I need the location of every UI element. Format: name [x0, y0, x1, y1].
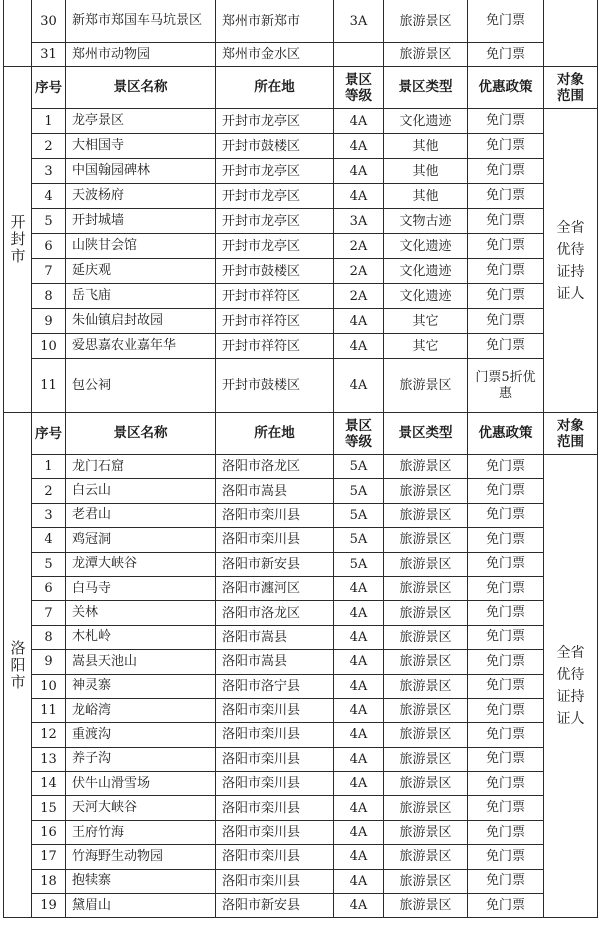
- spot-type: 旅游景区: [384, 772, 468, 796]
- spot-type: 文化遗迹: [384, 284, 468, 309]
- spot-name: 郑州市动物园: [66, 43, 216, 67]
- table-row: [4, 109, 598, 134]
- spot-type: 旅游景区: [384, 674, 468, 698]
- spot-name: 白马寺: [66, 576, 216, 600]
- spot-level: 5A: [334, 503, 384, 527]
- row-number: 6: [32, 234, 66, 259]
- spot-location: 洛阳市栾川县: [216, 820, 334, 844]
- header-label: 景区等级: [345, 417, 372, 450]
- spot-level: 5A: [334, 479, 384, 503]
- spot-level: 4A: [334, 159, 384, 184]
- spot-name: 关林: [66, 601, 216, 625]
- spot-level: 4A: [334, 820, 384, 844]
- spot-policy: 免门票: [468, 334, 544, 359]
- spot-type: 旅游景区: [384, 0, 468, 43]
- spot-type: 旅游景区: [384, 625, 468, 649]
- table-row: [4, 309, 598, 334]
- spot-name: 养子沟: [66, 747, 216, 771]
- spot-type: 旅游景区: [384, 796, 468, 820]
- spot-policy: 免门票: [468, 674, 544, 698]
- spot-type: 旅游景区: [384, 479, 468, 503]
- header-scope: [544, 413, 598, 455]
- spot-level: 4A: [334, 134, 384, 159]
- spot-name: 嵩县天池山: [66, 650, 216, 674]
- row-number: 31: [32, 43, 66, 67]
- header-type: [384, 67, 468, 109]
- table-row: [4, 334, 598, 359]
- table-row: [4, 455, 598, 479]
- header-row: [4, 67, 598, 109]
- spot-location: 开封市祥符区: [216, 334, 334, 359]
- spot-name: 抱犊寨: [66, 869, 216, 893]
- spot-name: 龙峪湾: [66, 698, 216, 722]
- spot-type: 旅游景区: [384, 43, 468, 67]
- spot-name: 天波杨府: [66, 184, 216, 209]
- row-number: 1: [32, 109, 66, 134]
- spot-location: 洛阳市栾川县: [216, 747, 334, 771]
- table-row: [4, 698, 598, 722]
- spot-type: 旅游景区: [384, 359, 468, 413]
- header-row: [4, 413, 598, 455]
- header-label: 对象范围: [557, 417, 584, 450]
- spot-name: 开封城墙: [66, 209, 216, 234]
- spot-name: 新郑市郑国车马坑景区: [66, 0, 216, 43]
- header-policy: [468, 67, 544, 109]
- header-label: 对象范围: [557, 71, 584, 104]
- header-level: [334, 67, 384, 109]
- table-row: [4, 209, 598, 234]
- spot-level: 4A: [334, 576, 384, 600]
- spot-level: 4A: [334, 625, 384, 649]
- row-number: 14: [32, 772, 66, 796]
- spot-policy: 免门票: [468, 479, 544, 503]
- spot-level: 5A: [334, 455, 384, 479]
- spot-policy: 免门票: [468, 209, 544, 234]
- spot-policy: 免门票: [468, 309, 544, 334]
- spot-location: 洛阳市洛龙区: [216, 601, 334, 625]
- spot-type: 旅游景区: [384, 552, 468, 576]
- spot-level: 4A: [334, 723, 384, 747]
- row-number: 15: [32, 796, 66, 820]
- table-row: [4, 0, 598, 43]
- spot-policy: 免门票: [468, 503, 544, 527]
- row-number: 3: [32, 503, 66, 527]
- table-row: [4, 359, 598, 413]
- spot-level: 4A: [334, 772, 384, 796]
- table-row: [4, 723, 598, 747]
- spot-location: 洛阳市新安县: [216, 894, 334, 918]
- spot-location: 开封市龙亭区: [216, 234, 334, 259]
- table-body: [4, 0, 598, 918]
- spot-policy: 免门票: [468, 723, 544, 747]
- spot-location: 郑州市金水区: [216, 43, 334, 67]
- spot-policy: 免门票: [468, 576, 544, 600]
- spot-name: 中国翰园碑林: [66, 159, 216, 184]
- spot-location: 洛阳市栾川县: [216, 723, 334, 747]
- spot-type: 旅游景区: [384, 894, 468, 918]
- header-name: [66, 67, 216, 109]
- row-number: 4: [32, 528, 66, 552]
- spot-level: 5A: [334, 528, 384, 552]
- header-scope: [544, 67, 598, 109]
- spot-name: 龙亭景区: [66, 109, 216, 134]
- header-label: 景区类型: [398, 79, 453, 95]
- row-number: 18: [32, 869, 66, 893]
- spot-level: 2A: [334, 284, 384, 309]
- spot-type: 其它: [384, 334, 468, 359]
- spot-level: 2A: [334, 259, 384, 284]
- spot-policy: 免门票: [468, 134, 544, 159]
- row-number: 9: [32, 650, 66, 674]
- city-cell-zhengzhou: [4, 0, 32, 67]
- scenic-spots-table: [3, 0, 598, 918]
- spot-location: 开封市祥符区: [216, 284, 334, 309]
- spot-policy: 免门票: [468, 625, 544, 649]
- spot-location: 洛阳市栾川县: [216, 845, 334, 869]
- header-seq: [32, 67, 66, 109]
- city-cell-luoyang: [4, 413, 32, 918]
- header-label: 景区类型: [398, 425, 453, 441]
- spot-level: 4A: [334, 674, 384, 698]
- spot-location: 洛阳市洛龙区: [216, 455, 334, 479]
- table-row: [4, 796, 598, 820]
- spot-level: 4A: [334, 698, 384, 722]
- header-label: 优惠政策: [478, 79, 533, 95]
- spot-level: 3A: [334, 209, 384, 234]
- table-row: [4, 845, 598, 869]
- spot-policy: 免门票: [468, 601, 544, 625]
- spot-location: 开封市龙亭区: [216, 159, 334, 184]
- header-name: [66, 413, 216, 455]
- spot-type: 文物古迹: [384, 209, 468, 234]
- table-row: [4, 134, 598, 159]
- spot-name: 延庆观: [66, 259, 216, 284]
- spot-location: 洛阳市栾川县: [216, 528, 334, 552]
- row-number: 13: [32, 747, 66, 771]
- spot-level: [334, 43, 384, 67]
- spot-policy: 门票5折优惠: [468, 359, 544, 413]
- row-number: 11: [32, 698, 66, 722]
- table-row: [4, 772, 598, 796]
- vertical-text: 洛阳市: [8, 639, 27, 691]
- spot-name: 木札岭: [66, 625, 216, 649]
- vertical-text: 开封市: [8, 214, 27, 265]
- row-number: 5: [32, 552, 66, 576]
- header-label: 序号: [35, 79, 62, 96]
- spot-policy: 免门票: [468, 455, 544, 479]
- table-row: [4, 284, 598, 309]
- row-number: 17: [32, 845, 66, 869]
- spot-location: 郑州市新郑市: [216, 0, 334, 43]
- header-label: 景区等级: [345, 71, 372, 104]
- table-row: [4, 552, 598, 576]
- spot-type: 旅游景区: [384, 723, 468, 747]
- header-label: 优惠政策: [478, 425, 533, 441]
- header-seq: [32, 413, 66, 455]
- spot-location: 洛阳市栾川县: [216, 772, 334, 796]
- table-row: [4, 674, 598, 698]
- header-location: [216, 413, 334, 455]
- spot-type: 旅游景区: [384, 650, 468, 674]
- spot-name: 天河大峡谷: [66, 796, 216, 820]
- spot-policy: 免门票: [468, 894, 544, 918]
- table-row: [4, 576, 598, 600]
- header-label: 所在地: [254, 425, 295, 441]
- header-label: 景区名称: [113, 425, 168, 441]
- row-number: 5: [32, 209, 66, 234]
- spot-location: 开封市鼓楼区: [216, 259, 334, 284]
- spot-name: 白云山: [66, 479, 216, 503]
- row-number: 3: [32, 159, 66, 184]
- spot-level: 4A: [334, 650, 384, 674]
- spot-level: 4A: [334, 334, 384, 359]
- spot-level: 4A: [334, 894, 384, 918]
- spot-location: 洛阳市栾川县: [216, 796, 334, 820]
- spot-type: 其他: [384, 184, 468, 209]
- spot-location: 洛阳市栾川县: [216, 503, 334, 527]
- spot-location: 开封市龙亭区: [216, 184, 334, 209]
- spot-level: 4A: [334, 109, 384, 134]
- spot-policy: 免门票: [468, 552, 544, 576]
- spot-location: 开封市龙亭区: [216, 209, 334, 234]
- spot-location: 开封市龙亭区: [216, 109, 334, 134]
- spot-policy: 免门票: [468, 109, 544, 134]
- spot-level: 4A: [334, 869, 384, 893]
- row-number: 30: [32, 0, 66, 43]
- spot-name: 神灵寨: [66, 674, 216, 698]
- scope-cell-luoyang: [544, 455, 598, 918]
- header-level: [334, 413, 384, 455]
- spot-location: 洛阳市瀍河区: [216, 576, 334, 600]
- spot-location: 洛阳市新安县: [216, 552, 334, 576]
- spot-location: 洛阳市嵩县: [216, 625, 334, 649]
- spot-policy: 免门票: [468, 796, 544, 820]
- scope-cell-zhengzhou: [544, 0, 598, 67]
- table-row: [4, 234, 598, 259]
- row-number: 6: [32, 576, 66, 600]
- spot-type: 其它: [384, 309, 468, 334]
- header-label: 景区名称: [113, 79, 168, 95]
- spot-type: 旅游景区: [384, 455, 468, 479]
- spot-level: 5A: [334, 552, 384, 576]
- row-number: 7: [32, 259, 66, 284]
- table-row: [4, 869, 598, 893]
- table-row: [4, 259, 598, 284]
- spot-location: 洛阳市洛宁县: [216, 674, 334, 698]
- spot-type: 文化遗迹: [384, 109, 468, 134]
- scope-cell-kaifeng: [544, 109, 598, 413]
- header-label: 序号: [35, 425, 62, 442]
- spot-type: 文化遗迹: [384, 234, 468, 259]
- spot-location: 开封市祥符区: [216, 309, 334, 334]
- spot-policy: 免门票: [468, 159, 544, 184]
- spot-level: 4A: [334, 309, 384, 334]
- table-row: [4, 503, 598, 527]
- spot-type: 旅游景区: [384, 576, 468, 600]
- spot-name: 鸡冠洞: [66, 528, 216, 552]
- spot-name: 爱思嘉农业嘉年华: [66, 334, 216, 359]
- header-type: [384, 413, 468, 455]
- spot-policy: 免门票: [468, 259, 544, 284]
- spot-level: 3A: [334, 0, 384, 43]
- spot-name: 重渡沟: [66, 723, 216, 747]
- spot-level: 4A: [334, 747, 384, 771]
- spot-level: 4A: [334, 184, 384, 209]
- row-number: 9: [32, 309, 66, 334]
- spot-level: 2A: [334, 234, 384, 259]
- spot-location: 洛阳市嵩县: [216, 650, 334, 674]
- spot-location: 洛阳市嵩县: [216, 479, 334, 503]
- spot-location: 洛阳市栾川县: [216, 869, 334, 893]
- spot-type: 其他: [384, 134, 468, 159]
- spot-name: 龙潭大峡谷: [66, 552, 216, 576]
- spot-type: 其他: [384, 159, 468, 184]
- table-row: [4, 479, 598, 503]
- spot-policy: 免门票: [468, 234, 544, 259]
- spot-location: 开封市鼓楼区: [216, 359, 334, 413]
- spot-name: 朱仙镇启封故园: [66, 309, 216, 334]
- row-number: 8: [32, 625, 66, 649]
- table-row: [4, 43, 598, 67]
- spot-policy: 免门票: [468, 869, 544, 893]
- spot-type: 旅游景区: [384, 698, 468, 722]
- spot-policy: 免门票: [468, 698, 544, 722]
- spot-name: 老君山: [66, 503, 216, 527]
- spot-name: 竹海野生动物园: [66, 845, 216, 869]
- row-number: 11: [32, 359, 66, 413]
- spot-name: 王府竹海: [66, 820, 216, 844]
- spot-name: 伏牛山滑雪场: [66, 772, 216, 796]
- row-number: 1: [32, 455, 66, 479]
- spot-policy: 免门票: [468, 184, 544, 209]
- spot-level: 4A: [334, 359, 384, 413]
- row-number: 12: [32, 723, 66, 747]
- row-number: 10: [32, 674, 66, 698]
- spot-policy: 免门票: [468, 528, 544, 552]
- spot-policy: 免门票: [468, 747, 544, 771]
- spot-type: 旅游景区: [384, 503, 468, 527]
- spot-type: 文化遗迹: [384, 259, 468, 284]
- scope-text: 全省优待证持证人: [556, 219, 585, 302]
- table-row: [4, 894, 598, 918]
- row-number: 2: [32, 479, 66, 503]
- header-policy: [468, 413, 544, 455]
- table-row: [4, 601, 598, 625]
- spot-type: 旅游景区: [384, 528, 468, 552]
- city-cell-kaifeng: [4, 67, 32, 413]
- table-row: [4, 650, 598, 674]
- table-row: [4, 625, 598, 649]
- row-number: 10: [32, 334, 66, 359]
- spot-policy: 免门票: [468, 650, 544, 674]
- spot-policy: 免门票: [468, 43, 544, 67]
- table-row: [4, 747, 598, 771]
- spot-name: 大相国寺: [66, 134, 216, 159]
- spot-name: 山陕甘会馆: [66, 234, 216, 259]
- header-label: 所在地: [254, 79, 295, 95]
- spot-location: 开封市鼓楼区: [216, 134, 334, 159]
- table-row: [4, 528, 598, 552]
- row-number: 2: [32, 134, 66, 159]
- spot-name: 黛眉山: [66, 894, 216, 918]
- spot-type: 旅游景区: [384, 820, 468, 844]
- spot-type: 旅游景区: [384, 845, 468, 869]
- spot-type: 旅游景区: [384, 747, 468, 771]
- spot-policy: 免门票: [468, 845, 544, 869]
- row-number: 19: [32, 894, 66, 918]
- spot-name: 龙门石窟: [66, 455, 216, 479]
- spot-type: 旅游景区: [384, 601, 468, 625]
- row-number: 4: [32, 184, 66, 209]
- spot-name: 包公祠: [66, 359, 216, 413]
- spot-level: 4A: [334, 601, 384, 625]
- spot-policy: 免门票: [468, 820, 544, 844]
- spot-name: 岳飞庙: [66, 284, 216, 309]
- spot-level: 4A: [334, 845, 384, 869]
- scope-text: 全省优待证持证人: [556, 645, 585, 728]
- spot-policy: 免门票: [468, 284, 544, 309]
- table-row: [4, 184, 598, 209]
- spot-type: 旅游景区: [384, 869, 468, 893]
- row-number: 8: [32, 284, 66, 309]
- table-row: [4, 820, 598, 844]
- spot-location: 洛阳市栾川县: [216, 698, 334, 722]
- table-row: [4, 159, 598, 184]
- spot-policy: 免门票: [468, 772, 544, 796]
- header-location: [216, 67, 334, 109]
- spot-level: 4A: [334, 796, 384, 820]
- row-number: 16: [32, 820, 66, 844]
- spot-policy: 免门票: [468, 0, 544, 43]
- row-number: 7: [32, 601, 66, 625]
